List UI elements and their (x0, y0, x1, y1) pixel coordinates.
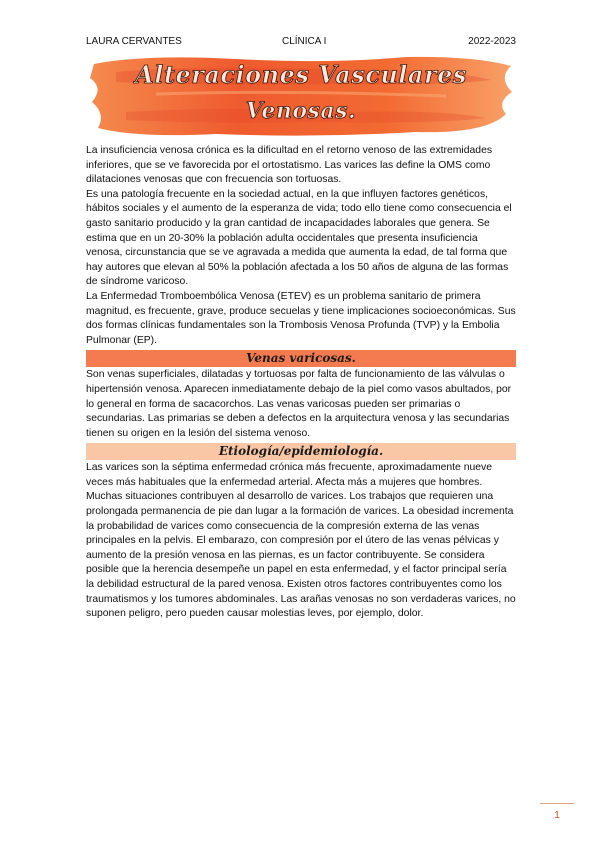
header-author: LAURA CERVANTES (86, 36, 182, 47)
page-title-line-1: Alteraciones Vasculares (135, 60, 467, 89)
section-heading-etiologia: Etiología/epidemiología. (86, 443, 516, 460)
page-footer (540, 803, 574, 821)
page-header (86, 36, 516, 50)
document-body (86, 144, 516, 622)
title-banner (86, 54, 516, 140)
header-subject: CLÍNICA I (282, 36, 327, 47)
footer-rule (540, 803, 574, 804)
page-title-line-2: Venosas. (245, 98, 357, 124)
header-year: 2022-2023 (468, 36, 516, 47)
section-paragraph-venas-varicosas: Son venas superficiales, dilatadas y tortuosas por falta de funcionamiento de las válvulas o hipertensión venosa. Aparecen inmediatamente debajo de la piel como vasos abultados, por lo general en forma de sacacorchos. Las venas varicosas pueden ser primarias o secundarias. Las primarias se deben a defectos en la arquitectura venosa y las secundarias tienen su origen en la lesión del sistema venoso. (86, 369, 512, 439)
section-paragraph-etiologia: Las varices son la séptima enfermedad crónica más frecuente, aproximadamente nueve veces más habituales que la enfermedad arterial. Afecta más a mujeres que hombres. Muchas situaciones contribuyen al desarrollo de varices. Los trabajos que requieren una prolongada permanencia de pie dan lugar a la formación de varices. La obesidad incrementa la probabilidad de varices como consecuencia de la compresión externa de las venas principales en la pelvis. El embarazo, con compresión por el útero de las venas pélvicas y aumento de la presión venosa en las piernas, es un factor contribuyente. Se considera posible que la herencia desempeñe un papel en esta enfermedad, y el factor principal sería la debilidad estructural de la pared venosa. Existen otros factores contribuyentes como los traumatismos y los tumores abdominales. Las arañas venosas no son verdaderas varices, no suponen peligro, pero pueden causar molestias leves, por ejemplo, dolor. (86, 462, 516, 620)
page-number: 1 (554, 810, 560, 821)
intro-paragraph-3: La Enfermedad Tromboembólica Venosa (ETEV) es un problema sanitario de primera magnitud, es frecuente, grave, produce secuelas y tiene implicaciones socioeconómicas. Sus dos formas clínicas fundamentales son la Trombosis Venosa Profunda (TVP) y la Embolia Pulmonar (EP). (86, 290, 516, 346)
intro-paragraph-1: La insuficiencia venosa crónica es la dificultad en el retorno venoso de las extremidades inferiores, que se ve favorecida por el ortostatismo. Las varices las define la OMS como dilataciones venosas que con frecuencia son tortuosas. (86, 145, 493, 186)
section-heading-venas-varicosas: Venas varicosas. (86, 350, 516, 367)
intro-paragraph-2: Es una patología frecuente en la sociedad actual, en la que influyen factores genéticos, hábitos sociales y el aumento de la esperanza de vida; todo ello tiene como consecuencia el gasto sanitario producido y la gran cantidad de incapacidades laborales que genera. Se estima que en un 20-30% la población adulta occidentales que presenta insuficiencia venosa, circunstancia que se ve agravada a medida que aumenta la edad, de tal forma que hay autores que elevan al 50% la población afectada a los 50 años de alguna de las formas de síndrome varicoso. (86, 188, 512, 288)
